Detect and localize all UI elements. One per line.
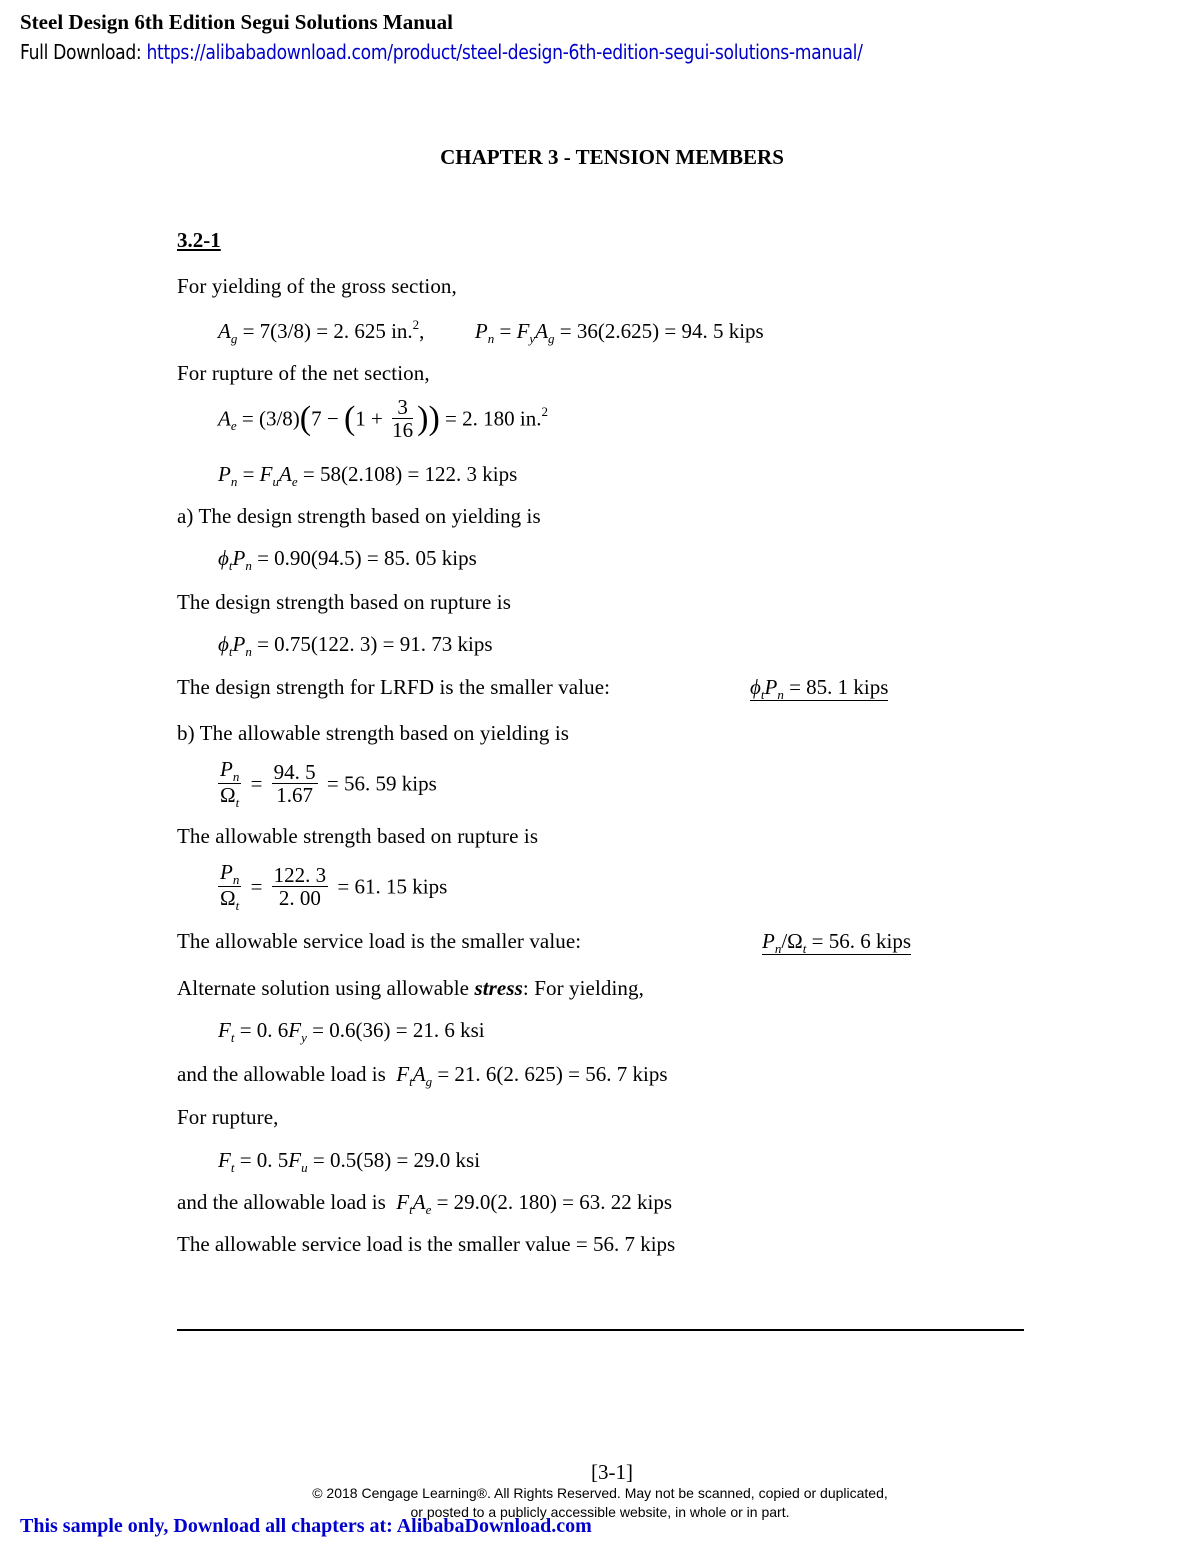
answer-asd: $P_n/\Omega_t = 56$. 6 kips <box>762 929 912 956</box>
asd-answer-value: = 56. 6 kips <box>811 929 912 953</box>
equation-phi-rupture: $\phi_tP_n = 0.75(122$. 3) = 91. 73 kips <box>218 632 493 659</box>
fraction-numerator: 3 <box>392 396 413 419</box>
copyright-line-1: © 2018 Cengage Learning®. All Rights Reserved. May not be scanned, copied or duplicated, <box>312 1485 888 1501</box>
page-number: [3-1] <box>591 1460 633 1484</box>
text-part-a: a) The design strength based on yielding is <box>177 504 541 528</box>
ft-yield-expression: = 0.6(36) = 21. 6 ksi <box>312 1018 485 1042</box>
asd-rupture-numerator: 122. 3 <box>273 863 327 887</box>
equation-ae: $A_e = (3/8)(7 - (1$ + $\frac{3}{16}$ )) = 2. 180 in.$^2$ <box>218 395 548 442</box>
phi-rupture-expression: = 0.75(122. 3) = 91. 73 kips <box>257 632 493 656</box>
ft-rupture-expression: = 0.5(58) = 29.0 ksi <box>312 1148 481 1172</box>
load-yield-expression: = 21. 6(2. 625) = 56. 7 kips <box>437 1062 668 1086</box>
equation-ft-rupture: $F_t = 0$. $5F_u = 0.5(58) = 29.0$ ksi <box>218 1148 481 1175</box>
text-rupture-net: For rupture of the net section, <box>177 361 430 385</box>
pn-yield-expression: 36(2.625) = 94. 5 kips <box>576 319 764 343</box>
fraction-denominator: 16 <box>392 418 414 442</box>
asd-yield-denominator: 1.67 <box>276 783 314 807</box>
equation-phi-yield: $\phi_tP_n = 0.90(94.5) = 85$. 05 kips <box>218 546 477 573</box>
final-answer-value: = 56. 7 kips <box>575 1232 676 1256</box>
ag-expression: 7(3/8) = 2. 625 in. <box>259 319 413 343</box>
text-alt-solution: Alternate solution using allowable stress: For yielding, <box>177 976 644 1000</box>
text-final-answer: The allowable service load is the smaller value = 56. 7 kips <box>177 1232 676 1256</box>
equation-ft-yield: $F_t = 0$. $6F_y = 0.6(36) = 21$. 6 ksi <box>218 1018 485 1045</box>
document-title: Steel Design 6th Edition Segui Solutions Manual <box>20 10 453 34</box>
text-allow-rupture: The allowable strength based on rupture is <box>177 824 539 848</box>
text-design-lrfd: The design strength for LRFD is the smaller value: <box>177 675 611 699</box>
equation-asd-yield: $\frac{P_n}{\Omega_t}$ = $\frac{94. 5}{1.67}$ = 56. 59 kips <box>220 757 437 810</box>
promo-link[interactable]: This sample only, Download all chapters at: AlibabaDownload.com <box>20 1515 592 1537</box>
equation-asd-rupture: $\frac{P_n}{\Omega_t}$ = $\frac{122. 3}{2. 00}$ = 61. 15 kips <box>220 860 448 913</box>
ae-expression-open: (3/8) <box>258 406 300 431</box>
text-part-b: b) The allowable strength based on yielding is <box>177 721 570 745</box>
text-yielding-gross: For yielding of the gross section, <box>177 274 457 298</box>
answer-lrfd: $\phi_tP_n = 85$. 1 kips <box>750 675 889 702</box>
asd-yield-result: = 56. 59 kips <box>326 771 437 796</box>
problem-number: 3.2-1 <box>177 228 221 252</box>
text-for-rupture: For rupture, <box>177 1105 279 1129</box>
copyright-line-2: or posted to a publicly accessible website, in whole or in part. <box>410 1504 790 1520</box>
text-design-rupture: The design strength based on rupture is <box>177 590 511 614</box>
phi-yield-expression: = 0.90(94.5) = 85. 05 kips <box>257 546 477 570</box>
download-label: Full Download: <box>20 40 142 64</box>
equation-load-rupture: and the allowable load is $F_tA_e = 29.0(2$. 180) = 63. 22 kips <box>177 1190 673 1217</box>
text-allow-service: The allowable service load is the smaller value: <box>177 929 582 953</box>
fraction-3-16 <box>392 396 413 441</box>
equation-ag: $A_g = 7(3/8) = 2$. 625 in.$^2$, $P_n = F_yA_g = 36(2.625) = 94$. 5 kips <box>218 317 764 346</box>
asd-rupture-denominator: 2. 00 <box>278 886 321 910</box>
equation-pn-rupture: $P_n = F_uA_e = 58(2.108) = 122$. 3 kips <box>218 462 518 489</box>
equation-load-yield: and the allowable load is $F_tA_g = 21$. 6(2. 625) = 56. 7 kips <box>177 1062 668 1089</box>
download-line <box>20 40 863 64</box>
asd-rupture-result: = 61. 15 kips <box>337 874 448 899</box>
asd-yield-numerator: 94. 5 <box>273 760 316 784</box>
section-divider <box>177 1329 1024 1331</box>
load-rupture-expression: = 29.0(2. 180) = 63. 22 kips <box>436 1190 673 1214</box>
pn-rupture-expression: 58(2.108) = 122. 3 kips <box>319 462 518 486</box>
chapter-title: CHAPTER 3 - TENSION MEMBERS <box>440 145 784 169</box>
ae-result: = 2. 180 in. <box>445 406 542 431</box>
lrfd-answer-value: = 85. 1 kips <box>789 675 889 699</box>
download-link[interactable]: https://alibabadownload.com/product/steel-design-6th-edition-segui-solutions-manual/ <box>146 40 863 64</box>
